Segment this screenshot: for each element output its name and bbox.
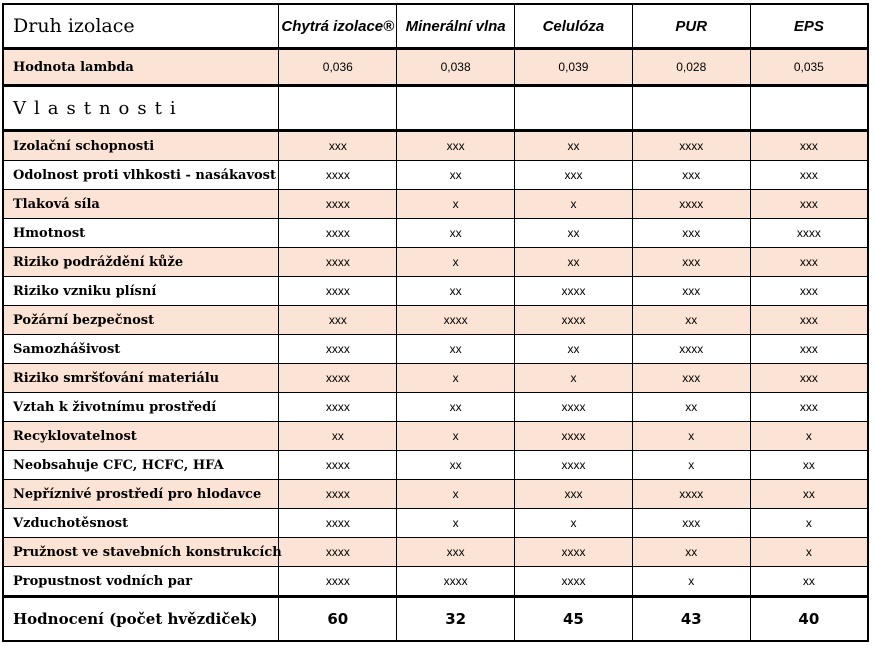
table-row <box>3 538 868 567</box>
empty-cell <box>632 86 750 131</box>
total-value: 40 <box>750 597 868 642</box>
rating-cell: xxxx <box>632 131 750 161</box>
rating-cell: xxxx <box>515 393 633 422</box>
rating-cell: xx <box>397 393 515 422</box>
rating-cell: xxxx <box>515 567 633 597</box>
total-label: Hodnocení (počet hvězdiček) <box>3 597 279 642</box>
rating-cell: xxx <box>750 161 868 190</box>
table-row <box>3 248 868 277</box>
table-row <box>3 277 868 306</box>
total-value: 43 <box>632 597 750 642</box>
property-label: Riziko smršťování materiálu <box>3 364 279 393</box>
rating-cell: xx <box>397 161 515 190</box>
rating-cell: xxxx <box>279 248 397 277</box>
empty-cell <box>750 86 868 131</box>
empty-cell <box>515 86 633 131</box>
rating-cell: x <box>632 451 750 480</box>
total-value: 60 <box>279 597 397 642</box>
property-label: Tlaková síla <box>3 190 279 219</box>
column-header-eps: EPS <box>750 4 868 49</box>
rating-cell: xx <box>515 335 633 364</box>
rating-cell: x <box>750 509 868 538</box>
section-row <box>3 86 868 131</box>
table-row <box>3 131 868 161</box>
rating-cell: xx <box>515 219 633 248</box>
property-label: Nepříznivé prostředí pro hlodavce <box>3 480 279 509</box>
rating-cell: xxxx <box>279 364 397 393</box>
rating-cell: xx <box>279 422 397 451</box>
table-row <box>3 509 868 538</box>
rating-cell: xxxx <box>279 509 397 538</box>
property-label: Hmotnost <box>3 219 279 248</box>
rating-cell: xxxx <box>279 219 397 248</box>
rating-cell: x <box>632 422 750 451</box>
rating-cell: x <box>515 190 633 219</box>
lambda-value: 0,028 <box>632 49 750 86</box>
rating-cell: xxx <box>750 190 868 219</box>
table-row <box>3 451 868 480</box>
rating-cell: xx <box>515 248 633 277</box>
rating-cell: xxx <box>632 161 750 190</box>
table-row <box>3 567 868 597</box>
table-row <box>3 480 868 509</box>
rating-cell: xx <box>632 538 750 567</box>
rating-cell: x <box>397 248 515 277</box>
property-label: Samozhášivost <box>3 335 279 364</box>
header-row <box>3 4 868 49</box>
rating-cell: xx <box>632 306 750 335</box>
rating-cell: xxxx <box>632 335 750 364</box>
rating-cell: xxxx <box>515 451 633 480</box>
property-label: Vzduchotěsnost <box>3 509 279 538</box>
table-row <box>3 190 868 219</box>
rating-cell: xx <box>750 567 868 597</box>
rating-cell: x <box>750 422 868 451</box>
rating-cell: xx <box>397 451 515 480</box>
rating-cell: xxx <box>397 538 515 567</box>
table-row <box>3 219 868 248</box>
property-label: Riziko vzniku plísní <box>3 277 279 306</box>
rating-cell: xxx <box>632 364 750 393</box>
table-row <box>3 161 868 190</box>
empty-cell <box>279 86 397 131</box>
rating-cell: xxxx <box>515 538 633 567</box>
rating-cell: xxxx <box>515 277 633 306</box>
rating-cell: xxxx <box>279 277 397 306</box>
table-title: Druh izolace <box>3 4 279 49</box>
rating-cell: xxxx <box>632 480 750 509</box>
table-row <box>3 422 868 451</box>
property-label: Pružnost ve stavebních konstrukcích <box>3 538 279 567</box>
rating-cell: xxxx <box>279 480 397 509</box>
property-label: Neobsahuje CFC, HCFC, HFA <box>3 451 279 480</box>
rating-cell: xxx <box>750 277 868 306</box>
rating-cell: xxx <box>632 509 750 538</box>
rating-cell: xxx <box>515 161 633 190</box>
rating-cell: x <box>515 509 633 538</box>
rating-cell: xx <box>750 451 868 480</box>
rating-cell: xxxx <box>279 567 397 597</box>
property-label: Riziko podráždění kůže <box>3 248 279 277</box>
property-label: Vztah k životnímu prostředí <box>3 393 279 422</box>
rating-cell: xx <box>397 335 515 364</box>
lambda-row <box>3 49 868 86</box>
rating-cell: xxxx <box>279 538 397 567</box>
lambda-value: 0,035 <box>750 49 868 86</box>
rating-cell: xx <box>515 131 633 161</box>
property-label: Propustnost vodních par <box>3 567 279 597</box>
rating-cell: xxxx <box>279 451 397 480</box>
rating-cell: xxx <box>632 248 750 277</box>
rating-cell: x <box>397 509 515 538</box>
rating-cell: x <box>515 364 633 393</box>
table-row <box>3 393 868 422</box>
empty-cell <box>397 86 515 131</box>
lambda-label: Hodnota lambda <box>3 49 279 86</box>
rating-cell: xxxx <box>279 161 397 190</box>
rating-cell: x <box>397 480 515 509</box>
rating-cell: xxx <box>397 131 515 161</box>
insulation-comparison <box>2 3 869 642</box>
rating-cell: xxx <box>750 131 868 161</box>
rating-cell: x <box>397 190 515 219</box>
column-header-mineralni-vlna: Minerální vlna <box>397 4 515 49</box>
total-value: 45 <box>515 597 633 642</box>
column-header-chytra-izolace: Chytrá izolace® <box>279 4 397 49</box>
rating-cell: xxx <box>515 480 633 509</box>
rating-cell: xxx <box>632 219 750 248</box>
rating-cell: xxx <box>279 306 397 335</box>
rating-cell: xxxx <box>515 306 633 335</box>
rating-cell: xx <box>397 219 515 248</box>
rating-cell: xx <box>397 277 515 306</box>
property-label: Recyklovatelnost <box>3 422 279 451</box>
lambda-value: 0,039 <box>515 49 633 86</box>
rating-cell: x <box>750 538 868 567</box>
total-row <box>3 597 868 642</box>
rating-cell: xxx <box>750 393 868 422</box>
comparison-table <box>2 3 869 642</box>
column-header-celuloza: Celulóza <box>515 4 633 49</box>
rating-cell: xxx <box>632 277 750 306</box>
rating-cell: xx <box>632 393 750 422</box>
table-row <box>3 306 868 335</box>
lambda-value: 0,038 <box>397 49 515 86</box>
rating-cell: xxxx <box>750 219 868 248</box>
rating-cell: xxxx <box>279 393 397 422</box>
rating-cell: xx <box>750 480 868 509</box>
table-row <box>3 364 868 393</box>
rating-cell: xxxx <box>279 335 397 364</box>
rating-cell: xxxx <box>632 190 750 219</box>
rating-cell: xxxx <box>279 190 397 219</box>
rating-cell: xxx <box>279 131 397 161</box>
rating-cell: x <box>632 567 750 597</box>
table-row <box>3 335 868 364</box>
rating-cell: x <box>397 422 515 451</box>
section-title: Vlastnosti <box>3 86 279 131</box>
column-header-pur: PUR <box>632 4 750 49</box>
property-label: Odolnost proti vlhkosti - nasákavost <box>3 161 279 190</box>
rating-cell: xxx <box>750 306 868 335</box>
total-value: 32 <box>397 597 515 642</box>
property-label: Izolační schopnosti <box>3 131 279 161</box>
lambda-value: 0,036 <box>279 49 397 86</box>
rating-cell: x <box>397 364 515 393</box>
rating-cell: xxx <box>750 364 868 393</box>
rating-cell: xxxx <box>397 567 515 597</box>
rating-cell: xxxx <box>397 306 515 335</box>
rating-cell: xxx <box>750 248 868 277</box>
property-label: Požární bezpečnost <box>3 306 279 335</box>
rating-cell: xxxx <box>515 422 633 451</box>
rating-cell: xxx <box>750 335 868 364</box>
